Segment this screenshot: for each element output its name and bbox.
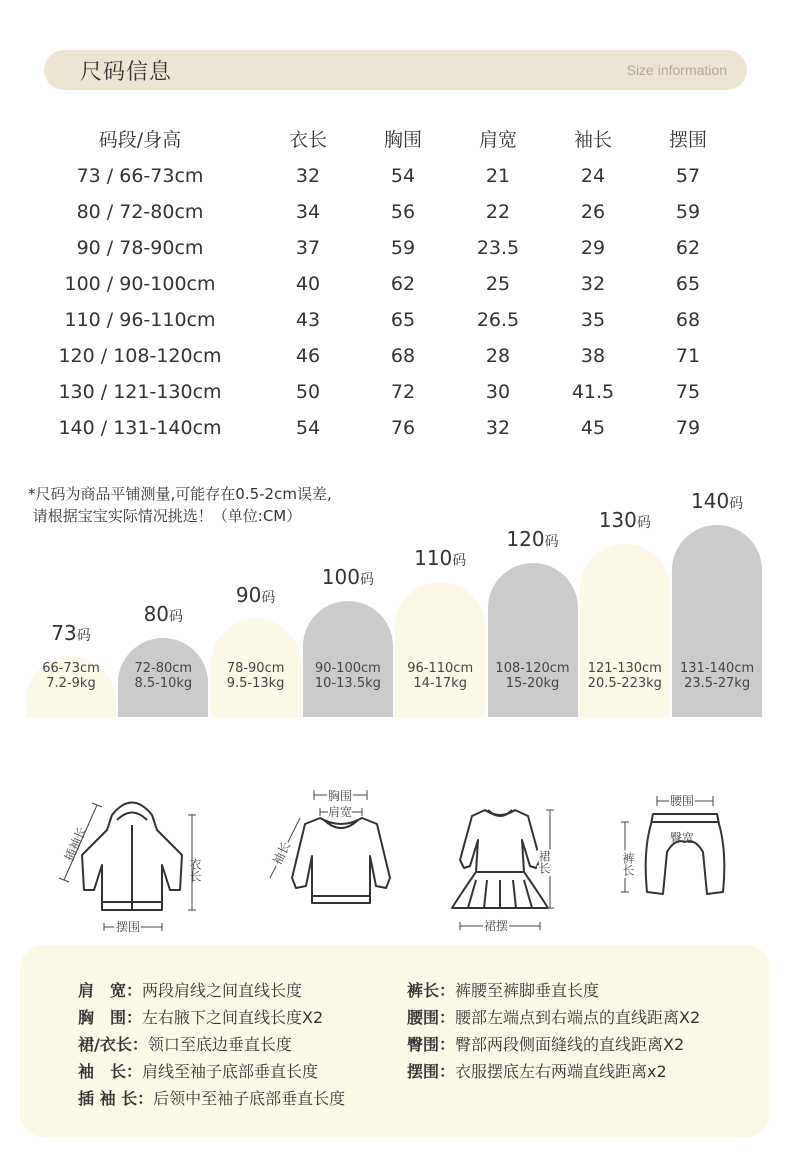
table-cell: 37 bbox=[295, 237, 321, 259]
table-cell: 65 bbox=[390, 309, 416, 331]
dome-height-range: 131-140cm bbox=[680, 661, 755, 676]
table-cell: 50 bbox=[295, 381, 321, 403]
definition-item: 插 袖 长：后领中至袖子底部垂直长度 bbox=[78, 1089, 346, 1108]
height-range: / 72-80cm bbox=[100, 201, 204, 223]
height-range: / 90-100cm bbox=[100, 273, 216, 295]
size-height-cell bbox=[40, 381, 240, 403]
dome-size-label bbox=[26, 621, 116, 645]
table-cell: 65 bbox=[675, 273, 701, 295]
table-cell: 40 bbox=[295, 273, 321, 295]
dome-height-range: 72-80cm bbox=[134, 661, 193, 676]
sweater-icon bbox=[262, 778, 402, 928]
dome-size-label bbox=[118, 602, 208, 626]
size-code: 130 bbox=[58, 381, 95, 403]
dome-height-range: 66-73cm bbox=[42, 661, 100, 676]
dome-size-number: 100 bbox=[321, 564, 360, 589]
table-row bbox=[40, 237, 760, 273]
note-line: 请根据宝宝实际情况挑选！（单位:CM） bbox=[28, 507, 302, 525]
column-header: 衣长 bbox=[288, 129, 327, 151]
table-cell: 68 bbox=[390, 345, 416, 367]
height-range: / 131-140cm bbox=[94, 417, 222, 439]
table-cell: 24 bbox=[580, 165, 606, 187]
size-height-cell bbox=[40, 345, 240, 367]
size-code: 140 bbox=[58, 417, 95, 439]
dress-length-label: 裙长 bbox=[537, 850, 551, 874]
note-line: *尺码为商品平铺测量,可能存在0.5-2cm误差, bbox=[28, 485, 332, 503]
table-cell: 75 bbox=[675, 381, 701, 403]
table-cell: 76 bbox=[390, 417, 416, 439]
dome-size-number: 130 bbox=[598, 508, 637, 533]
sweater-chest-label: 胸围 bbox=[328, 789, 353, 803]
size-code: 73 bbox=[76, 165, 101, 187]
size-dome bbox=[488, 563, 578, 717]
size-height-cell bbox=[40, 273, 240, 295]
dome-height-range: 90-100cm bbox=[314, 661, 381, 676]
dome-size-number: 110 bbox=[414, 545, 453, 570]
size-dome bbox=[211, 619, 301, 717]
dome-weight-range: 14-17kg bbox=[413, 676, 467, 691]
dome-size-unit: 码 bbox=[76, 628, 91, 644]
pants-length-label: 裤长 bbox=[621, 852, 635, 876]
table-cell: 21 bbox=[485, 165, 511, 187]
size-dome bbox=[672, 525, 762, 717]
size-dome bbox=[303, 601, 393, 717]
size-dome bbox=[395, 582, 485, 717]
dome-size-number: 120 bbox=[506, 527, 545, 551]
dome-size-label bbox=[580, 508, 670, 532]
table-row bbox=[40, 165, 760, 201]
dome-height-range: 108-120cm bbox=[495, 661, 570, 676]
size-dome bbox=[26, 657, 116, 717]
table-row bbox=[40, 309, 760, 345]
table-row bbox=[40, 417, 760, 453]
size-height-cell bbox=[40, 165, 240, 187]
table-cell: 34 bbox=[295, 201, 321, 223]
table-cell: 59 bbox=[390, 237, 416, 259]
table-cell: 43 bbox=[295, 309, 321, 331]
table-body bbox=[40, 165, 760, 453]
height-range: / 66-73cm bbox=[100, 165, 204, 187]
dome-size-number: 90 bbox=[235, 583, 262, 608]
size-dome bbox=[580, 544, 670, 717]
table-cell: 32 bbox=[580, 273, 606, 295]
sweater-shoulder-label: 肩宽 bbox=[328, 805, 353, 819]
dome-size-unit: 码 bbox=[636, 515, 651, 532]
dome-height-range: 78-90cm bbox=[226, 661, 285, 676]
table-cell: 62 bbox=[390, 273, 416, 295]
table-cell: 79 bbox=[675, 417, 701, 439]
size-height-cell bbox=[40, 237, 240, 259]
size-code: 90 bbox=[76, 237, 101, 259]
dome-size-number: 140 bbox=[691, 489, 730, 514]
dome-size-unit: 码 bbox=[544, 534, 559, 550]
dress-hem-label: 裙摆 bbox=[484, 919, 509, 933]
table-cell: 28 bbox=[485, 345, 511, 367]
column-header: 袖长 bbox=[573, 129, 612, 151]
dome-weight-range: 23.5-27kg bbox=[684, 676, 751, 691]
column-header: 胸围 bbox=[383, 129, 422, 151]
definition-item: 袖 长：肩线至袖子底部垂直长度 bbox=[78, 1062, 319, 1081]
definition-item: 臀围：臀部两段侧面缝线的直线距离X2 bbox=[407, 1035, 685, 1054]
dome-size-unit: 码 bbox=[261, 590, 276, 607]
section-header bbox=[44, 50, 747, 90]
table-cell: 68 bbox=[675, 309, 701, 331]
table-cell: 57 bbox=[675, 165, 701, 187]
pants-waist-label: 腰围 bbox=[670, 794, 695, 808]
dome-size-unit: 码 bbox=[729, 496, 744, 513]
dome-size-label bbox=[488, 527, 578, 551]
page-subtitle: Size information bbox=[626, 62, 727, 78]
table-cell: 41.5 bbox=[571, 381, 615, 403]
table-row bbox=[40, 381, 760, 417]
table-header-row bbox=[40, 125, 760, 165]
definition-item: 腰围：腰部左端点到右端点的直线距离X2 bbox=[407, 1008, 701, 1027]
page-title: 尺码信息 bbox=[80, 60, 173, 85]
table-cell: 46 bbox=[295, 345, 321, 367]
hooded-jacket-icon bbox=[52, 780, 202, 940]
size-code: 110 bbox=[64, 309, 101, 331]
jacket-hem-label: 摆围 bbox=[116, 920, 141, 934]
dome-size-label bbox=[395, 546, 485, 570]
dome-size-unit: 码 bbox=[169, 609, 184, 626]
table-cell: 32 bbox=[295, 165, 321, 187]
dome-size-label bbox=[211, 583, 301, 607]
size-code: 120 bbox=[58, 345, 95, 367]
sweater-sleeve-label: 袖长 bbox=[270, 839, 294, 868]
dome-height-range: 121-130cm bbox=[587, 661, 662, 676]
jacket-sleeve-label: 插袖长 bbox=[61, 824, 90, 864]
definition-item: 裤长：裤腰至裤脚垂直长度 bbox=[407, 981, 600, 1000]
table-cell: 29 bbox=[580, 237, 606, 259]
table-cell: 32 bbox=[485, 417, 511, 439]
table-cell: 22 bbox=[485, 201, 511, 223]
table-cell: 30 bbox=[485, 381, 511, 403]
height-range: / 121-130cm bbox=[94, 381, 222, 403]
size-height-cell bbox=[40, 417, 240, 439]
jacket-length-label: 衣长 bbox=[188, 858, 202, 882]
column-header: 肩宽 bbox=[478, 129, 517, 151]
dome-height-range: 96-110cm bbox=[407, 661, 474, 676]
pants-icon bbox=[615, 782, 745, 932]
size-dome bbox=[118, 638, 208, 717]
table-cell: 56 bbox=[390, 201, 416, 223]
dome-weight-range: 10-13.5kg bbox=[314, 676, 381, 691]
table-cell: 26 bbox=[580, 201, 606, 223]
height-range: / 96-110cm bbox=[100, 309, 216, 331]
table-cell: 25 bbox=[485, 273, 511, 295]
table-cell: 35 bbox=[580, 309, 606, 331]
dome-size-label bbox=[672, 489, 762, 513]
table-cell: 38 bbox=[580, 345, 606, 367]
pants-hip-label: 臀宽 bbox=[670, 831, 695, 845]
table-row bbox=[40, 273, 760, 309]
table-cell: 54 bbox=[295, 417, 321, 439]
column-header: 摆围 bbox=[668, 129, 707, 151]
size-height-cell bbox=[40, 201, 240, 223]
dome-weight-range: 8.5-10kg bbox=[134, 676, 193, 691]
size-table bbox=[40, 125, 760, 453]
dome-weight-range: 9.5-13kg bbox=[226, 676, 285, 691]
table-cell: 72 bbox=[390, 381, 416, 403]
definition-item: 胸 围：左右腋下之间直线长度X2 bbox=[78, 1008, 324, 1027]
table-cell: 45 bbox=[580, 417, 606, 439]
dome-size-label bbox=[303, 565, 393, 589]
table-cell: 59 bbox=[675, 201, 701, 223]
dome-weight-range: 20.5-223kg bbox=[587, 676, 662, 691]
table-cell: 23.5 bbox=[476, 237, 520, 259]
definition-item: 摆围：衣服摆底左右两端直线距离x2 bbox=[407, 1062, 667, 1081]
size-height-weight-chart bbox=[0, 490, 790, 720]
size-code: 100 bbox=[64, 273, 101, 295]
garment-measurement-diagrams bbox=[0, 760, 790, 934]
size-height-cell bbox=[40, 309, 240, 331]
table-cell: 54 bbox=[390, 165, 416, 187]
table-row bbox=[40, 201, 760, 237]
table-row bbox=[40, 345, 760, 381]
dome-size-number: 73 bbox=[51, 621, 77, 645]
measurement-definitions bbox=[20, 945, 770, 1137]
dress-icon bbox=[440, 780, 570, 940]
table-cell: 62 bbox=[675, 237, 701, 259]
dome-weight-range: 15-20kg bbox=[505, 676, 560, 691]
column-header: 码段/身高 bbox=[98, 129, 182, 151]
dome-size-unit: 码 bbox=[452, 552, 467, 569]
table-cell: 26.5 bbox=[476, 309, 520, 331]
definition-item: 肩 宽：两段肩线之间直线长度 bbox=[78, 981, 303, 1000]
table-cell: 71 bbox=[675, 345, 701, 367]
dome-size-unit: 码 bbox=[359, 571, 374, 588]
dome-weight-range: 7.2-9kg bbox=[46, 676, 96, 691]
height-range: / 108-120cm bbox=[94, 345, 222, 367]
height-range: / 78-90cm bbox=[100, 237, 204, 259]
definition-item: 裙/衣长：领口至底边垂直长度 bbox=[78, 1035, 292, 1054]
dome-size-number: 80 bbox=[143, 602, 170, 627]
size-code: 80 bbox=[76, 201, 101, 223]
